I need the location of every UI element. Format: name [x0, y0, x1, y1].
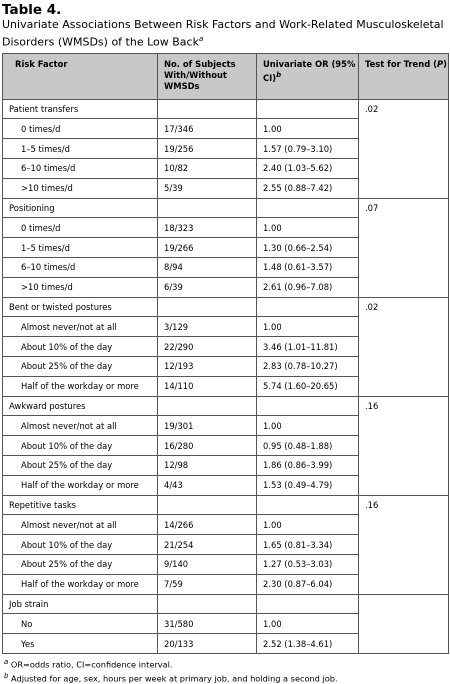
header-row: [3, 53, 449, 99]
row-label: Almost never/not at all: [3, 317, 158, 337]
trend-cell: .07: [359, 198, 449, 297]
row-label: About 10% of the day: [3, 535, 158, 555]
data-table: [2, 53, 449, 654]
group-label: Repetitive tasks: [3, 495, 158, 515]
table-number: Table 4.: [2, 2, 62, 18]
row-label: About 25% of the day: [3, 357, 158, 377]
header-or-marker: b: [276, 70, 282, 79]
row-subjects: 19/256: [158, 139, 257, 159]
row-or: 1.27 (0.53–3.03): [257, 554, 359, 574]
row-label: Almost never/not at all: [3, 416, 158, 436]
group-subjects-cell: [158, 297, 257, 317]
row-or: 1.30 (0.66–2.54): [257, 238, 359, 258]
group-row: [3, 297, 449, 317]
row-label: >10 times/d: [3, 277, 158, 297]
row-label: About 25% of the day: [3, 554, 158, 574]
group-label: Patient transfers: [3, 99, 158, 119]
row-label: 1–5 times/d: [3, 139, 158, 159]
row-subjects: 12/98: [158, 456, 257, 476]
row-or: 1.00: [257, 515, 359, 535]
row-subjects: 31/580: [158, 614, 257, 634]
trend-cell: .16: [359, 396, 449, 495]
group-label: Job strain: [3, 594, 158, 614]
row-subjects: 5/39: [158, 178, 257, 198]
row-subjects: 6/39: [158, 277, 257, 297]
row-or: 2.40 (1.03–5.62): [257, 159, 359, 179]
header-or: [257, 53, 359, 99]
row-subjects: 7/59: [158, 574, 257, 594]
group-subjects-cell: [158, 99, 257, 119]
row-subjects: 8/94: [158, 258, 257, 278]
footnote-b-marker: b: [4, 671, 9, 680]
group-or-cell: [257, 297, 359, 317]
row-or: 0.95 (0.48–1.88): [257, 436, 359, 456]
group-row: [3, 594, 449, 614]
row-or: 2.30 (0.87–6.04): [257, 574, 359, 594]
group-label: Awkward postures: [3, 396, 158, 416]
row-label: 6–10 times/d: [3, 258, 158, 278]
row-label: Half of the workday or more: [3, 376, 158, 396]
row-subjects: 22/290: [158, 337, 257, 357]
group-or-cell: [257, 594, 359, 614]
table-title: [2, 18, 448, 50]
row-or: 2.61 (0.96–7.08): [257, 277, 359, 297]
row-label: Half of the workday or more: [3, 574, 158, 594]
row-or: 3.46 (1.01–11.81): [257, 337, 359, 357]
row-subjects: 17/346: [158, 119, 257, 139]
row-or: 1.86 (0.86–3.99): [257, 456, 359, 476]
header-subjects: No. of Subjects With/Without WMSDs: [158, 53, 257, 99]
row-subjects: 18/323: [158, 218, 257, 238]
group-row: [3, 99, 449, 119]
row-label: >10 times/d: [3, 178, 158, 198]
group-label: Bent or twisted postures: [3, 297, 158, 317]
title-footnote-marker: a: [198, 35, 204, 43]
table-body: [3, 99, 449, 653]
row-subjects: 19/301: [158, 416, 257, 436]
row-label: 0 times/d: [3, 218, 158, 238]
trend-cell: .16: [359, 495, 449, 594]
row-or: 1.00: [257, 218, 359, 238]
row-subjects: 3/129: [158, 317, 257, 337]
row-subjects: 21/254: [158, 535, 257, 555]
group-or-cell: [257, 396, 359, 416]
row-or: 1.53 (0.49–4.79): [257, 475, 359, 495]
row-subjects: 20/133: [158, 634, 257, 654]
row-or: 5.74 (1.60–20.65): [257, 376, 359, 396]
row-subjects: 16/280: [158, 436, 257, 456]
row-or: 2.52 (1.38–4.61): [257, 634, 359, 654]
row-or: 1.00: [257, 416, 359, 436]
group-label: Positioning: [3, 198, 158, 218]
row-or: 1.00: [257, 317, 359, 337]
group-row: [3, 198, 449, 218]
row-label: No: [3, 614, 158, 634]
row-label: Yes: [3, 634, 158, 654]
row-or: 1.48 (0.61–3.57): [257, 258, 359, 278]
row-or: 1.57 (0.79–3.10): [257, 139, 359, 159]
trend-cell: [359, 594, 449, 653]
group-subjects-cell: [158, 594, 257, 614]
row-label: 0 times/d: [3, 119, 158, 139]
row-or: 2.83 (0.78–10.27): [257, 357, 359, 377]
row-label: Almost never/not at all: [3, 515, 158, 535]
row-label: Half of the workday or more: [3, 475, 158, 495]
header-risk-factor: Risk Factor: [3, 53, 158, 99]
footnotes: [2, 657, 448, 684]
group-subjects-cell: [158, 495, 257, 515]
trend-cell: .02: [359, 297, 449, 396]
group-or-cell: [257, 198, 359, 218]
footnote-b-text: Adjusted for age, sex, hours per week at primary job, and holding a second job.: [8, 673, 338, 684]
row-subjects: 14/110: [158, 376, 257, 396]
row-subjects: 19/266: [158, 238, 257, 258]
header-or-text: Univariate OR (95% CI): [263, 58, 356, 83]
row-or: 1.00: [257, 119, 359, 139]
row-subjects: 10/82: [158, 159, 257, 179]
footnote-b: [4, 671, 448, 684]
group-row: [3, 495, 449, 515]
footnote-a-marker: a: [4, 657, 9, 666]
group-or-cell: [257, 99, 359, 119]
row-subjects: 14/266: [158, 515, 257, 535]
table-title-text: Univariate Associations Between Risk Factors and Work-Related Musculoskeletal Disorders (WMSDs) of the Low Back: [2, 18, 444, 49]
group-row: [3, 396, 449, 416]
row-label: 1–5 times/d: [3, 238, 158, 258]
row-subjects: 4/43: [158, 475, 257, 495]
row-label: About 25% of the day: [3, 456, 158, 476]
row-or: 1.00: [257, 614, 359, 634]
group-subjects-cell: [158, 198, 257, 218]
footnote-a-text: OR=odds ratio, CI=confidence interval.: [8, 659, 173, 670]
group-or-cell: [257, 495, 359, 515]
row-label: About 10% of the day: [3, 436, 158, 456]
footnote-a: [4, 657, 448, 671]
row-subjects: 9/140: [158, 554, 257, 574]
row-or: 1.65 (0.81–3.34): [257, 535, 359, 555]
row-label: About 10% of the day: [3, 337, 158, 357]
trend-cell: .02: [359, 99, 449, 198]
row-or: 2.55 (0.88–7.42): [257, 178, 359, 198]
group-subjects-cell: [158, 396, 257, 416]
row-label: 6–10 times/d: [3, 159, 158, 179]
row-subjects: 12/193: [158, 357, 257, 377]
header-trend: Test for Trend (P): [359, 53, 449, 99]
